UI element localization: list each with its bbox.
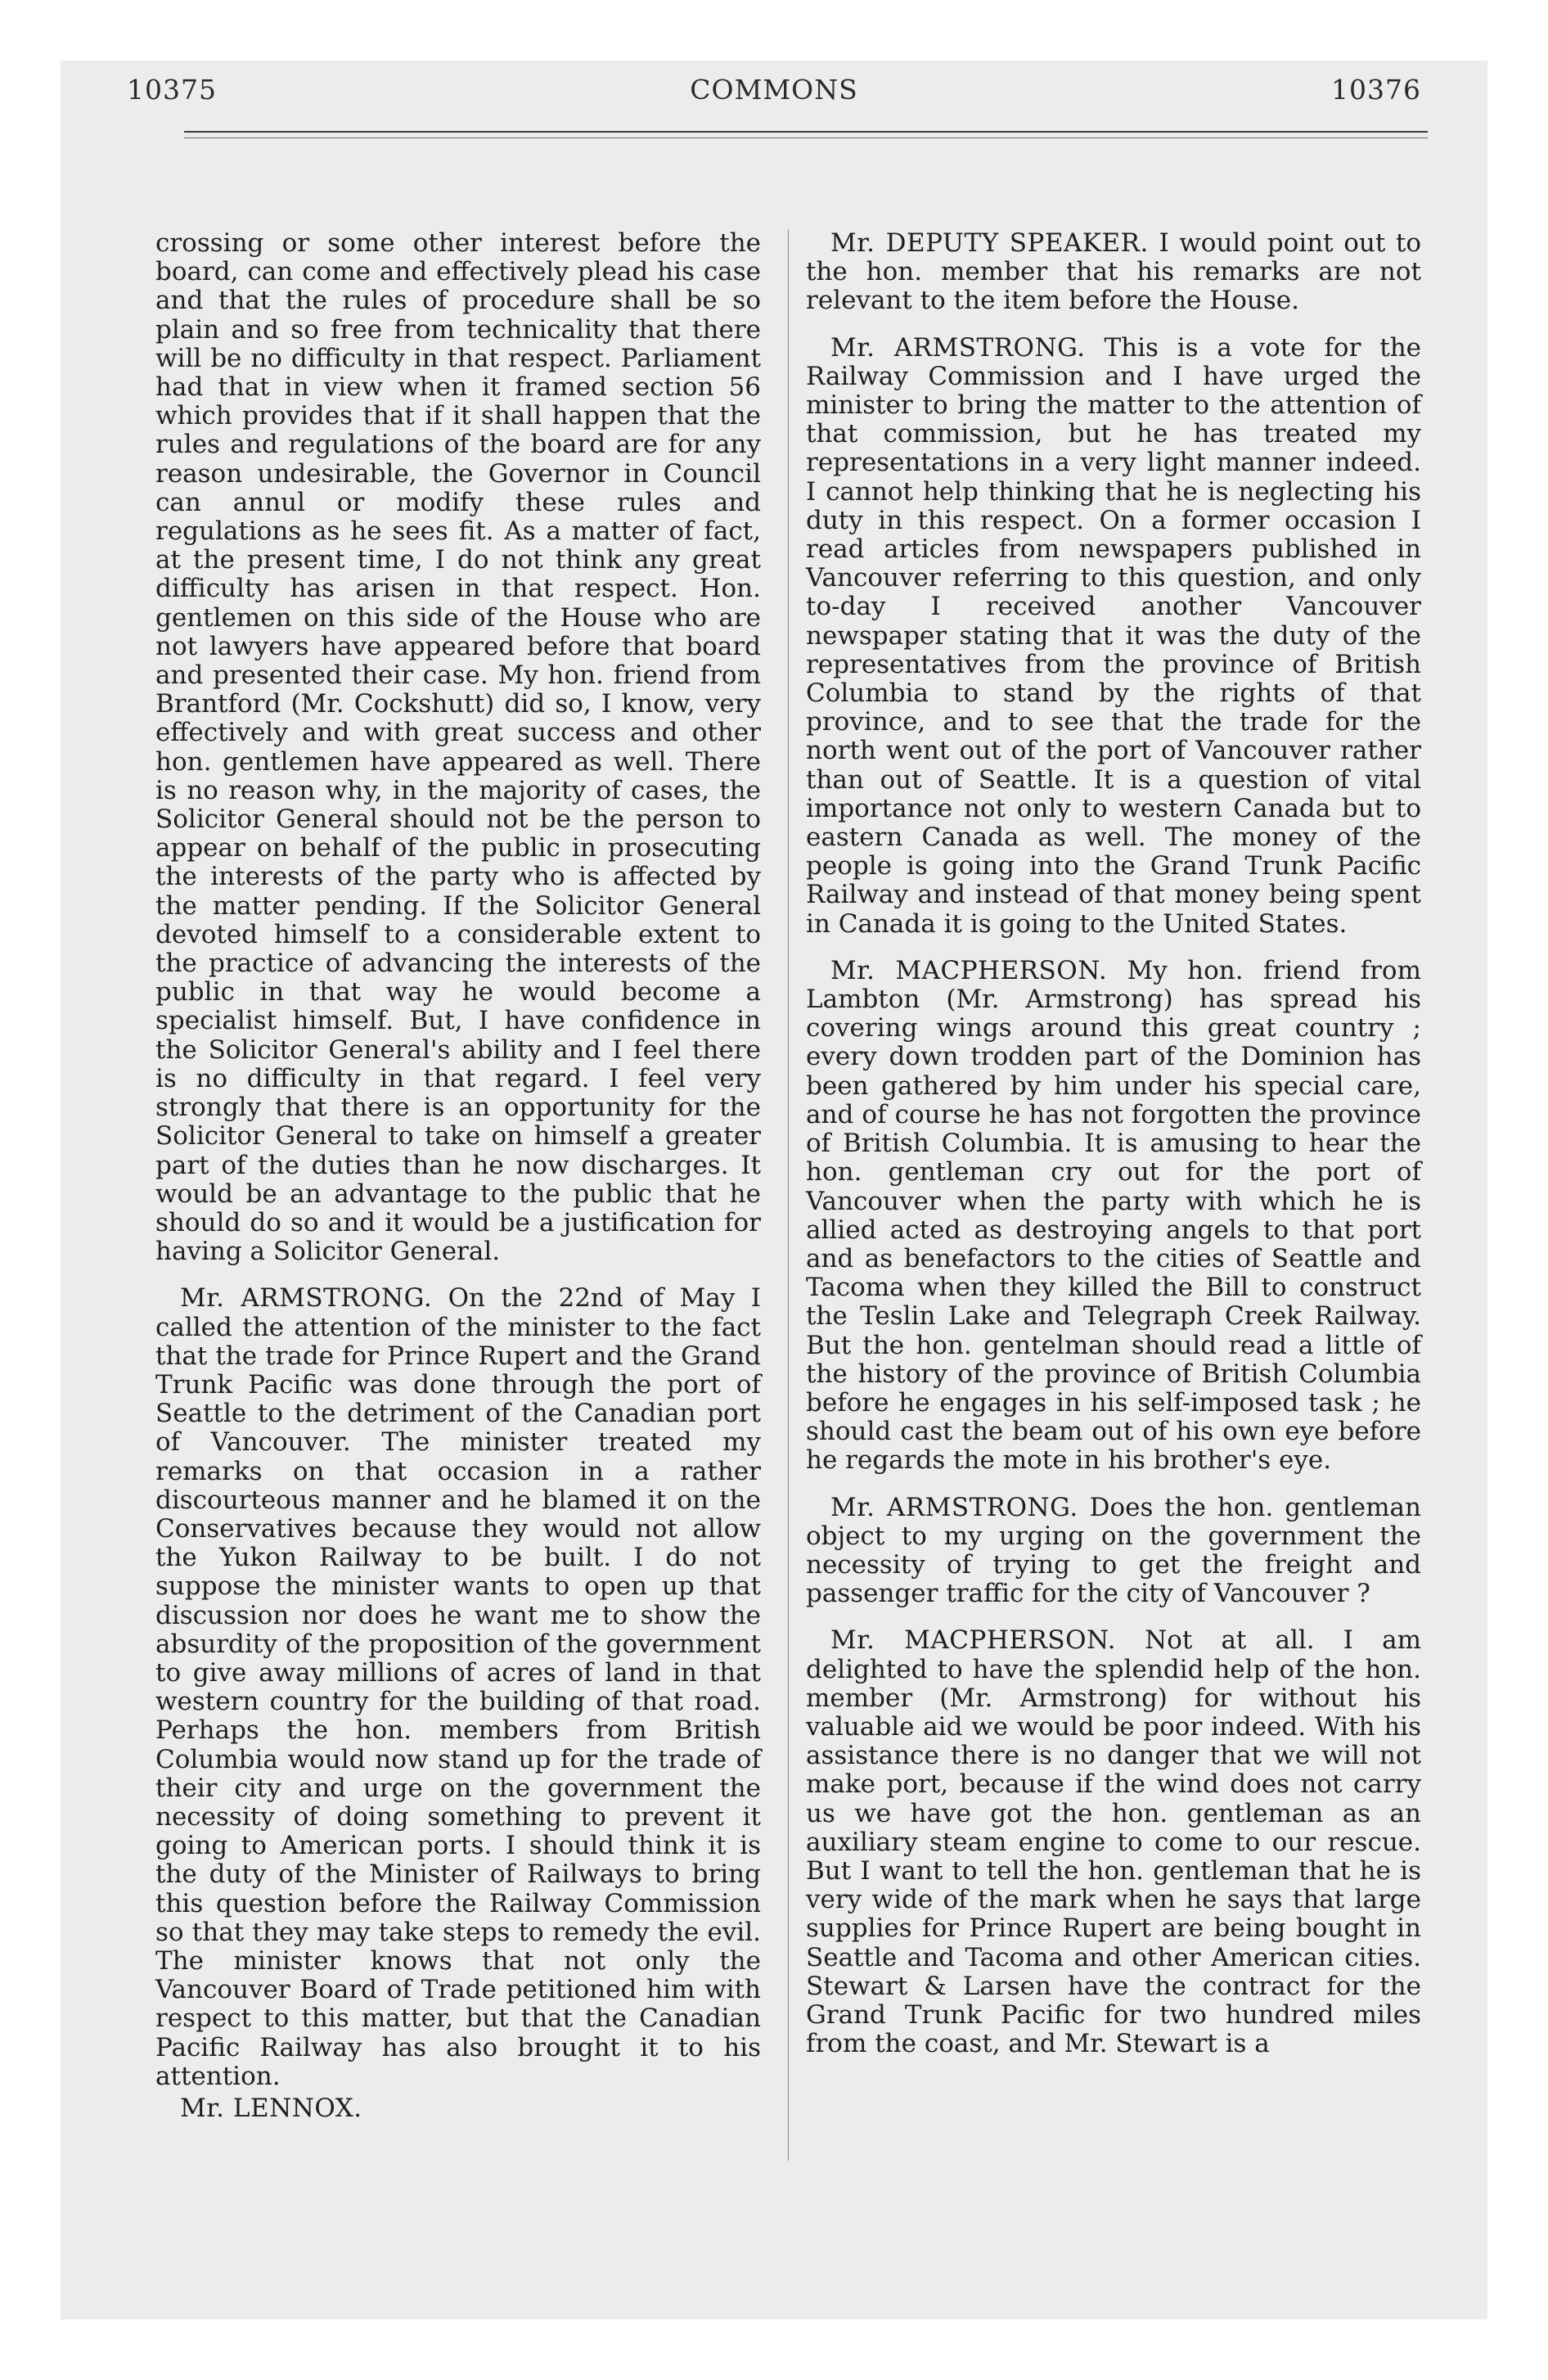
column-divider	[788, 229, 789, 2161]
speaker-name: Mr. DEPUTY SPEAKER.	[830, 228, 1149, 258]
paragraph	[806, 957, 1421, 1476]
paragraph-text: crossing or some other interest before the board, can come and effectively plead his case and that the rules of procedure shall be so plain and so free from technicality that there will be no difficulty in that respect. Parliament had that in view when it framed section 56 which provides that if it shall happen that the rules and regulations of the board are for any reason undesirable, the Governor in Council can annul or modify these rules and regulations as he sees fit. As a matter of fact, at the present time, I do not think any great difficulty has arisen in that respect. Hon. gentlemen on this side of the House who are not lawyers have appeared before that board and presented their case. My hon. friend from Brantford (Mr. Cockshutt) did so, I know, very effectively and with great success and other hon. gentlemen have appeared as well. There is no reason why, in the majority of cases, the Solicitor General should not be the person to appear on behalf of the public in prosecuting the interests of the party who is affected by the matter pending. If the Solicitor General devoted himself to a considerable extent to the practice of advancing the interests of the public in that way he would become a specialist himself. But, I have confidence in the Solicitor General's ability and I feel there is no difficulty in that regard. I feel very strongly that there is an opportunity for the Solicitor General to take on himself a greater part of the duties than he now discharges. It would be an advantage to the public that he should do so and it would be a justification for having a Solicitor General.	[155, 228, 761, 1267]
paragraph	[155, 1284, 761, 2091]
paragraph-text: Not at all. I am delighted to have the splendid help of the hon. member (Mr. Armstrong) for without his valuable aid we would be poor indeed. With his assistance there is no danger that we will not make port, because if the wind does not carry us we have got the hon. gentleman as an auxiliary steam engine to come to our rescue. But I want to tell the hon. gentleman that he is very wide of the mark when he says that large supplies for Prince Rupert are being bought in Seattle and Tacoma and other American cities. Stewart & Larsen have the contract for the Grand Trunk Pacific for two hundred miles from the coast, and Mr. Stewart is a	[806, 1625, 1421, 2059]
speaker-name: Mr. MACPHERSON.	[830, 955, 1108, 985]
paragraph	[806, 334, 1421, 939]
speaker-name: Mr. ARMSTRONG.	[830, 332, 1086, 363]
speaker-name: Mr. MACPHERSON.	[830, 1625, 1116, 1656]
page-header	[0, 74, 1548, 115]
paragraph	[155, 229, 761, 1266]
paragraph-text: On the 22nd of May I called the attention of the minister to the fact that the trade for Prince Rupert and the Grand Trunk Pacific was done through the port of Seattle to the detriment of the Canadian port of Vancouver. The minister treated my remarks on that occasion in a rather discourteous manner and he blamed it on the Conservatives because they would not allow the Yukon Railway to be built. I do not suppose the minister wants to open up that discussion nor does he want me to show the absurdity of the proposition of the government to give away millions of acres of land in that western country for the building of that road. Perhaps the hon. members from British Columbia would now stand up for the trade of their city and urge on the government the necessity of doing something to prevent it going to American ports. I should think it is the duty of the Minister of Railways to bring this question before the Railway Commission so that they may take steps to remedy the evil. The minister knows that not only the Vancouver Board of Trade petitioned him with respect to this matter, but that the Canadian Pacific Railway has also brought it to his attention.	[155, 1283, 762, 2091]
paragraph-text: This is a vote for the Railway Commission and I have urged the minister to bring the matter to the attention of that commission, but he has treated my representations in a very light manner indeed. I cannot help thinking that he is neglecting his duty in this respect. On a former occasion I read articles from newspapers published in Vancouver referring to this question, and only to-day I received another Vancouver newspaper stating that it was the duty of the representatives from the province of British Columbia to stand by the rights of that province, and to see that the trade for the north went out of the port of Vancouver rather than out of Seattle. It is a question of vital importance not only to western Canada but to eastern Canada as well. The money of the people is going into the Grand Trunk Pacific Railway and instead of that money being spent in Canada it is going to the United States.	[806, 332, 1422, 939]
header-rule	[184, 131, 1428, 138]
paragraph	[806, 1626, 1421, 2058]
page-number-right: 10376	[1331, 74, 1421, 106]
speaker-name: Mr. ARMSTRONG.	[830, 1492, 1078, 1522]
paragraph	[806, 1494, 1421, 1609]
right-column	[806, 229, 1421, 2058]
paragraph	[806, 229, 1421, 316]
paragraph-text: My hon. friend from Lambton (Mr. Armstrong) has spread his covering wings around this great country ; every down trodden part of the Dominion has been gathered by him under his special care, and of course he has not forgotten the province of British Columbia. It is amusing to hear the hon. gentleman cry out for the port of Vancouver when the party with which he is allied acted as destroying angels to that port and as benefactors to the cities of Seattle and Tacoma when they killed the Bill to construct the Teslin Lake and Telegraph Creek Railway. But the hon. gentelman should read a little of the history of the province of British Columbia before he engages in his self-imposed task ; he should cast the beam out of his own eye before he regards the mote in his brother's eye.	[806, 955, 1421, 1476]
left-column	[155, 229, 761, 2123]
paragraph	[155, 2094, 761, 2123]
speaker-name: Mr. LENNOX.	[180, 2094, 362, 2123]
page-title: COMMONS	[690, 74, 858, 106]
page-number-left: 10375	[127, 74, 217, 106]
paragraph-text: I would point out to the hon. member that his remarks are not relevant to the item before the House.	[806, 228, 1421, 316]
paragraph-text: Does the hon. gentleman object to my urging on the government the necessity of trying to get the freight and passenger traffic for the city of Vancouver ?	[806, 1492, 1421, 1609]
speaker-name: Mr. ARMSTRONG.	[180, 1283, 433, 1314]
